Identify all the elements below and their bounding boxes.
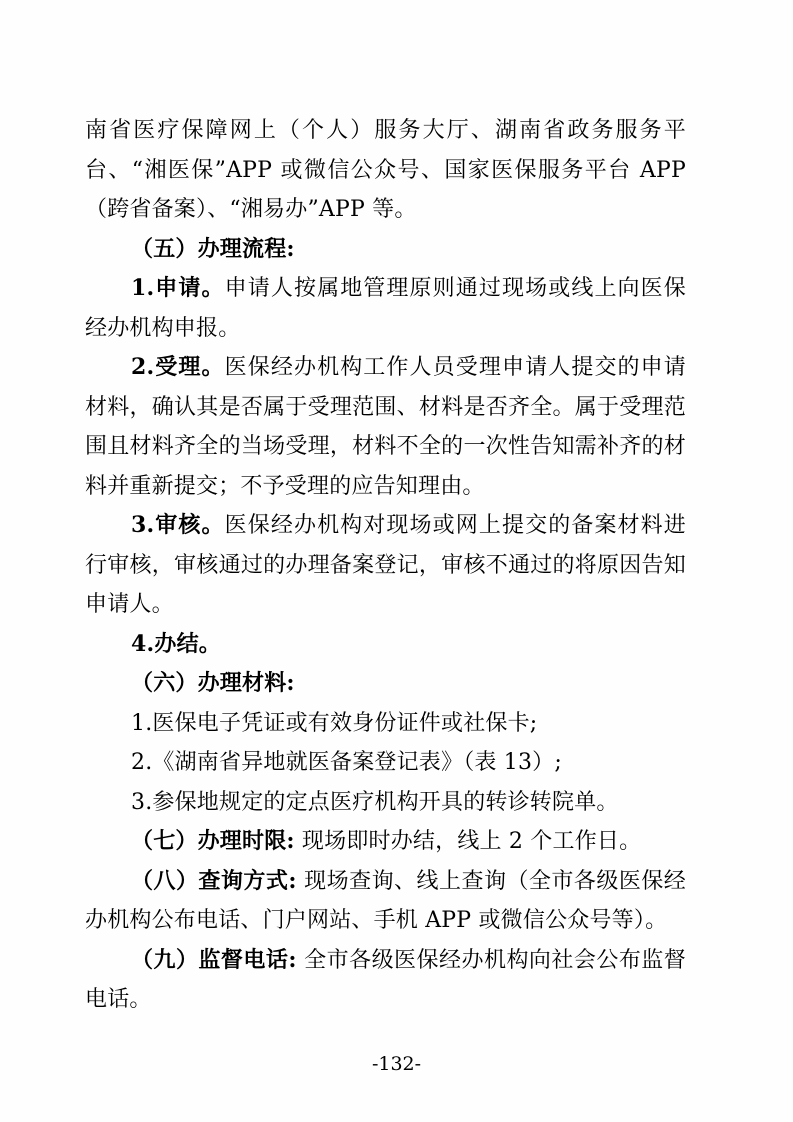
step-3-review	[85, 506, 686, 625]
heading-section-5-process	[85, 230, 686, 270]
material-item-1	[85, 704, 686, 744]
body-text: 现场查询、线上查询（全市各级医保经办机构公布电话、门户网站、手机 APP 或微信公众号等）。	[85, 868, 686, 933]
bold-text: 3.审核。	[131, 512, 225, 538]
step-4-complete	[85, 625, 686, 665]
body-text: 现场即时办结，线上 2 个工作日。	[294, 829, 642, 854]
bold-text: （七）办理时限:	[131, 828, 295, 854]
bold-text: 4.办结。	[131, 630, 221, 657]
material-item-3	[85, 783, 686, 823]
bold-text: 2.受理。	[131, 354, 225, 380]
body-text: 1.医保电子凭证或有效身份证件或社保卡;	[131, 710, 538, 736]
bold-text: 1.申请。	[131, 275, 225, 301]
document-body	[85, 111, 686, 1020]
bold-text: （六）办理材料:	[131, 670, 295, 696]
continuation-paragraph-online-channels	[85, 111, 686, 230]
step-1-apply	[85, 269, 686, 348]
body-text: 3.参保地规定的定点医疗机构开具的转诊转院单。	[131, 789, 619, 815]
heading-section-7-time-limit	[85, 822, 686, 862]
bold-text: （九）监督电话:	[131, 946, 297, 973]
body-text: 申请人按属地管理原则通过现场或线上向医保经办机构申报。	[85, 276, 686, 341]
heading-section-6-materials	[85, 664, 686, 704]
page-number: -132-	[371, 1053, 422, 1075]
body-text: 全市各级医保经办机构向社会公布监督电话。	[85, 947, 686, 1012]
body-text: 医保经办机构对现场或网上提交的备案材料进行审核，审核通过的办理备案登记，审核不通过的将原因告知申请人。	[85, 513, 686, 617]
bold-text: （八）查询方式:	[131, 867, 297, 894]
heading-section-9-supervision-phone	[85, 941, 686, 1020]
heading-section-8-query-method	[85, 862, 686, 941]
body-text: 医保经办机构工作人员受理申请人提交的申请材料，确认其是否属于受理范围、材料是否齐全。属于受理范围且材料齐全的当场受理，材料不全的一次性告知需补齐的材料并重新提交；不予受理的应告知理由。	[85, 355, 686, 499]
body-text: 2.《湖南省异地就医备案登记表》（表 13）;	[131, 750, 562, 775]
bold-text: （五）办理流程:	[131, 235, 295, 262]
material-item-2	[85, 743, 686, 783]
body-text: 南省医疗保障网上（个人）服务大厅、湖南省政务服务平台、“湘医保”APP 或微信公众号、国家医保服务平台 APP（跨省备案）、“湘易办”APP 等。	[85, 118, 686, 222]
step-2-accept	[85, 348, 686, 506]
